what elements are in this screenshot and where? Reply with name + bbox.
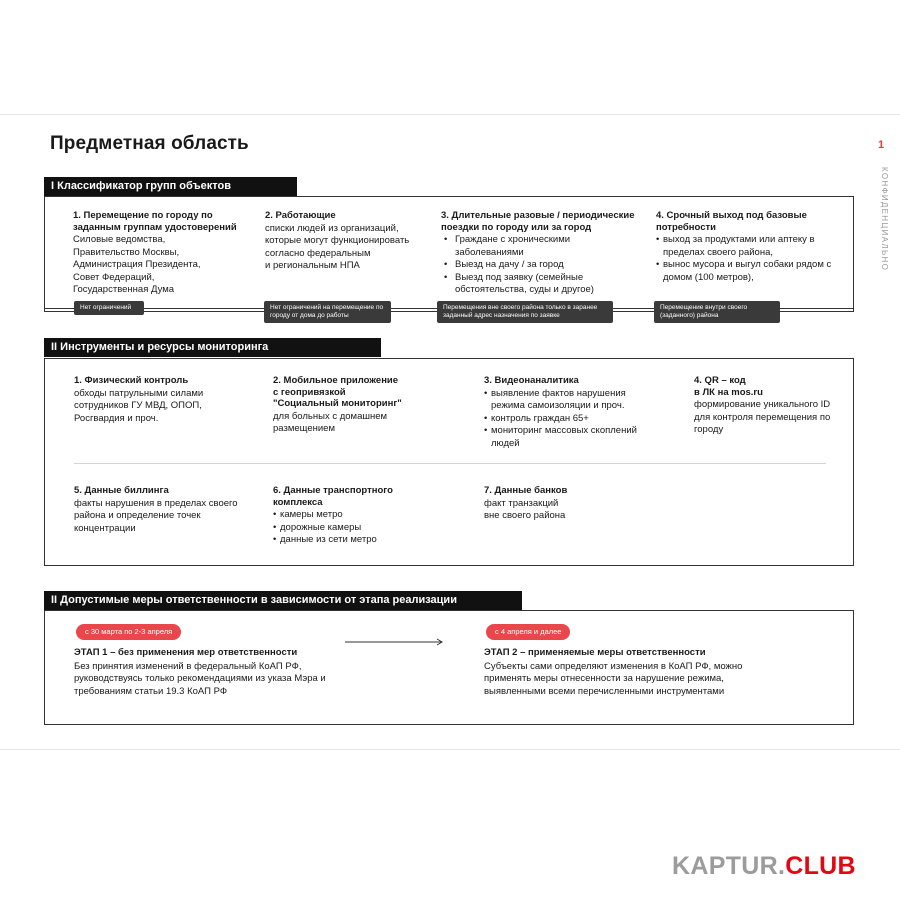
monitoring-item-1 bbox=[74, 375, 254, 425]
monitoring-item-6 bbox=[273, 485, 413, 547]
monitoring-item-title: 4. QR – код в ЛК на mos.ru bbox=[694, 375, 763, 398]
classifier-item-1-tag: Нет ограничений bbox=[74, 301, 144, 315]
list-item: • Выезд на дачу / за город bbox=[441, 259, 641, 272]
classifier-item-4 bbox=[656, 210, 836, 284]
monitoring-item-4 bbox=[694, 375, 844, 437]
page-number: 1 bbox=[878, 139, 885, 151]
list-item: • выход за продуктами или аптеку в пределах своего района, bbox=[656, 234, 836, 259]
list-item: • камеры метро bbox=[273, 509, 413, 522]
classifier-item-2 bbox=[265, 210, 433, 273]
monitoring-item-text: факт транзакций вне своего района bbox=[484, 497, 566, 521]
page-title: Предметная область bbox=[50, 133, 249, 154]
list-item: • контроль граждан 65+ bbox=[484, 413, 654, 426]
confidential-side-label: КОНФИДЕНЦИАЛЬНО bbox=[880, 167, 889, 272]
watermark-part-2: CLUB bbox=[785, 852, 856, 880]
watermark-logo bbox=[672, 852, 856, 881]
classifier-item-title: 4. Срочный выход под базовые потребности bbox=[656, 210, 807, 233]
list-item: • данные из сети метро bbox=[273, 534, 413, 547]
list-item: • Выезд под заявку (семейные обстоятельства, суды и другое) bbox=[441, 272, 641, 297]
stage-2-title: ЭТАП 2 – применяемые меры ответственности bbox=[484, 647, 706, 658]
list-item: • вынос мусора и выгул собаки рядом с домом (100 метров), bbox=[656, 259, 836, 284]
classifier-item-text: Силовые ведомства, Правительство Москвы, Администрация Президента, Совет Федераций, Государственная Дума bbox=[73, 234, 201, 295]
stage-arrow-icon bbox=[345, 634, 445, 644]
stage-1-text: Без принятия изменений в федеральный КоАП РФ, руководствуясь только рекомендациями из указа Мэра и требованиям статьи 19.3 КоАП РФ bbox=[74, 660, 326, 697]
monitoring-item-title: 1. Физический контроль bbox=[74, 375, 189, 386]
classifier-item-bullets bbox=[656, 234, 836, 284]
monitoring-item-2 bbox=[273, 375, 423, 436]
list-item: • Граждане с хроническими заболеваниями bbox=[441, 234, 641, 259]
list-item: • мониторинг массовых скоплений людей bbox=[484, 425, 654, 450]
classifier-item-text: списки людей из организаций, которые могут функционировать согласно федеральным и региональным НПА bbox=[265, 222, 410, 271]
classifier-item-title: 1. Перемещение по городу по заданным группам удостоверений bbox=[73, 210, 237, 233]
monitoring-item-title: 7. Данные банков bbox=[484, 485, 568, 496]
monitoring-item-text: обходы патрульными силами сотрудников ГУ МВД, ОПОП, Росгвардия и проч. bbox=[74, 387, 204, 424]
stage-1-date-pill: с 30 марта по 2-3 апреля bbox=[76, 624, 181, 640]
list-item: • выявление фактов нарушения режима самоизоляции и проч. bbox=[484, 388, 654, 413]
monitoring-item-text: факты нарушения в пределах своего района и определение точек концентрации bbox=[74, 497, 238, 534]
slide-page bbox=[0, 114, 900, 750]
classifier-item-2-tag: Нет ограничений на перемещение по городу от дома до работы bbox=[264, 301, 391, 323]
monitoring-divider bbox=[74, 463, 826, 464]
section-header-responsibility: II Допустимые меры ответственности в зависимости от этапа реализации bbox=[44, 591, 522, 610]
monitoring-item-title: 2. Мобильное приложение с геопривязкой "Социальный мониторинг" bbox=[273, 375, 402, 409]
stage-1-block bbox=[74, 647, 334, 698]
monitoring-item-title: 5. Данные биллинга bbox=[74, 485, 169, 496]
classifier-item-3-tag: Перемещения вне своего района только в заранее заданный адрес назначения по заявке bbox=[437, 301, 613, 323]
classifier-item-1 bbox=[73, 210, 245, 297]
monitoring-item-bullets bbox=[273, 509, 413, 547]
classifier-item-title: 3. Длительные разовые / периодические поездки по городу или за город bbox=[441, 210, 635, 233]
monitoring-item-title: 6. Данные транспортного комплекса bbox=[273, 485, 393, 508]
watermark-part-1: KAPTUR. bbox=[672, 852, 786, 880]
stage-2-date-pill: с 4 апреля и далее bbox=[486, 624, 570, 640]
list-item: • дорожные камеры bbox=[273, 522, 413, 535]
monitoring-item-5 bbox=[74, 485, 254, 535]
stage-2-block bbox=[484, 647, 744, 698]
monitoring-item-3 bbox=[484, 375, 654, 450]
section-header-classifier: I Классификатор групп объектов bbox=[44, 177, 297, 196]
section-header-monitoring: II Инструменты и ресурсы мониторинга bbox=[44, 338, 381, 357]
classifier-item-4-tag: Перемещение внутри своего (заданного) района bbox=[654, 301, 780, 323]
monitoring-item-title: 3. Видеонаналитика bbox=[484, 375, 579, 386]
classifier-item-bullets bbox=[441, 234, 641, 297]
monitoring-item-bullets bbox=[484, 388, 654, 451]
classifier-item-3 bbox=[441, 210, 641, 297]
monitoring-item-text: для больных с домашнем размещением bbox=[273, 410, 388, 434]
monitoring-item-7 bbox=[484, 485, 634, 523]
stage-1-title: ЭТАП 1 – без применения мер ответственности bbox=[74, 647, 298, 658]
stage-2-text: Субъекты сами определяют изменения в КоАП РФ, можно применять меры отнесенности за нарушение режима, выявленными всеми перечисленными инструментами bbox=[484, 660, 743, 697]
monitoring-item-text: формирование уникального ID для контроля перемещения по городу bbox=[694, 399, 831, 435]
classifier-item-title: 2. Работающие bbox=[265, 210, 336, 221]
